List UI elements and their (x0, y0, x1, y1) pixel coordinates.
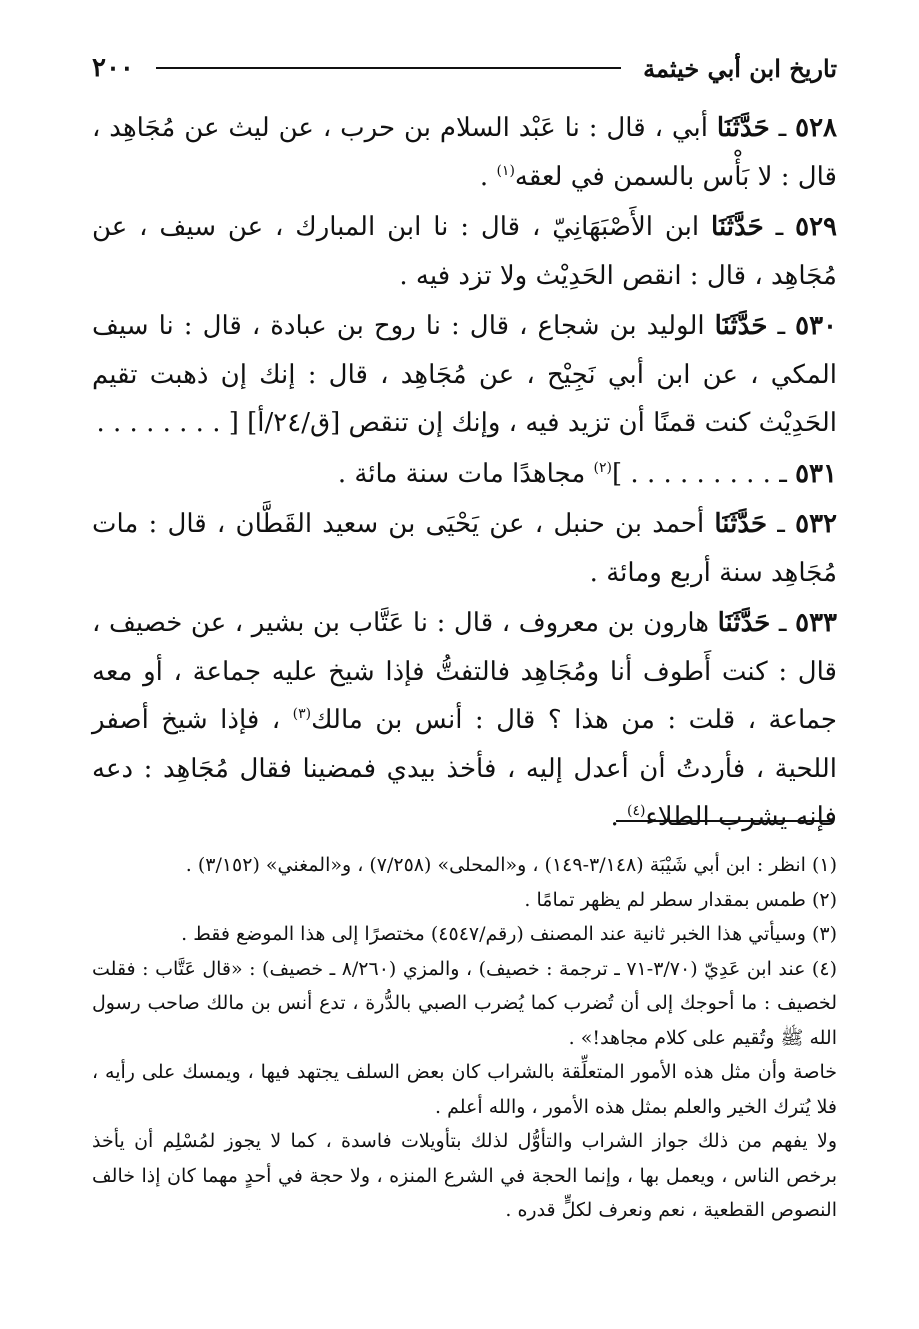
footnote-continuation: خاصة وأن مثل هذه الأمور المتعلِّقة بالشراب كان بعض السلف يجتهد فيها ، ويمسك على رأيه ، فلا يُترك الخير والعلم بمثل هذه الأمور ، والله أعلم . (92, 1061, 837, 1118)
footnote: (١) انظر : ابن أبي شَيْبَة (٣/١٤٨-١٤٩) ، و«المحلى» (٧/٢٥٨) ، و«المغني» (٣/١٥٢) . (185, 854, 837, 876)
entry-text: ابن الأَصْبَهَانِيّ ، قال : نا ابن المبارك ، عن سيف ، عن مُجَاهِد ، قال : انقص الحَدِيْث ولا تزد فيه . (92, 212, 837, 291)
entry-tail: . (479, 161, 497, 192)
footnote-continuation: ولا يفهم من ذلك جواز الشراب والتأوُّل لذلك بتأويلات فاسدة ، كما لا يجوز لمُسْلِم أن يأخذ برخص الناس ، ويعمل بها ، وإنما الحجة في الشرع المنزه ، ولا حجة في أحدٍ مهما كان إذا خالف النصوص القطعية ، نعم ونعرف لكلٍّ قدره . (92, 1130, 837, 1221)
footnote: (٣) وسيأتي هذا الخبر ثانية عند المصنف (رقم/٤٥٤٧) مختصرًا إلى هذا الموضع فقط . (181, 923, 837, 945)
narration-keyword: حَدَّثَنَا (714, 311, 768, 341)
entry-number: ٥٢٨ (795, 113, 838, 143)
entry-number: ٥٣٢ (795, 509, 838, 539)
footnote: (٤) عند ابن عَدِيّ (٣/٧٠-٧١ ـ ترجمة : خصيف) ، والمزي (٨/٢٦٠ ـ خصيف) : «قال عَتَّاب : فقلت لخصيف : ما أحوجك إلى أن تُضرب كما يُضرب الصبي بالدُّرة ، تدع أنس بن مالك صاحب رسول الله ﷺ وتُقيم على كلام مجاهد!» . (92, 957, 837, 1049)
footnote-ref: (١) (496, 162, 515, 179)
hadith-entry: ٥٢٨ ـ حَدَّثَنَا أبي ، قال : نا عَبْد السلام بن حرب ، عن ليث عن مُجَاهِد ، قال : لا بَأْس بالسمن في لعقه$^{(١)}$ . (92, 113, 838, 192)
hadith-entry: ٥٣٣ ـ حَدَّثَنَا هارون بن معروف ، قال : نا عَتَّاب بن بشير ، عن خصيف ، قال : كنت أَطوف أنا ومُجَاهِد فالتفتُّ فإذا شيخ عليه جماعة ، أو معه جماعة ، قلت : من هذا ؟ قال : أنس بن مالك$^{(٣)}$ ، فإذا شيخ أصفر اللحية ، فأردتُ أن أعدل إليه ، فأخذ بيدي فمضينا فقال مُجَاهِد : دعه فإنه يشرب الطلاء$^{(٤)}$ . (92, 608, 838, 832)
footnote-ref: (٣) (292, 706, 312, 722)
entry-number: ٥٣٣ (795, 608, 838, 638)
hadith-entry: ٥٢٩ ـ حَدَّثَنَا ابن الأَصْبَهَانِيّ ، قال : نا ابن المبارك ، عن سيف ، عن مُجَاهِد ، قال : انقص الحَدِيْث ولا تزد فيه . (92, 212, 838, 291)
entry-tail: ، فإذا شيخ أصفر اللحية ، فأردتُ أن أعدل إليه ، فأخذ بيدي فمضينا فقال مُجَاهِد : دعه فإنه يشرب الطلاء (92, 705, 837, 832)
main-text (92, 104, 837, 844)
entry-number: ٥٣٠ (795, 311, 838, 341)
entry-text: . . . . . . . . . ] (612, 458, 771, 489)
entry-text: أبي ، قال : نا عَبْد السلام بن حرب ، عن ليث عن مُجَاهِد ، قال : لا بَأْس بالسمن في لعقه (92, 113, 837, 192)
header-rule (156, 67, 621, 69)
footnote-ref: (٢) (593, 459, 613, 476)
entry-tail: مجاهدًا مات سنة مائة . (337, 458, 594, 489)
footnotes (92, 848, 837, 1228)
entry-text: هارون بن معروف ، قال : نا عَتَّاب بن بشير ، عن خصيف ، قال : كنت أَطوف أنا ومُجَاهِد فالتفتُّ فإذا شيخ عليه جماعة ، أو معه جماعة ، قلت : من هذا ؟ قال : أنس بن مالك (92, 608, 837, 735)
footnote-separator (616, 820, 834, 822)
footnote: (٢) طمس بمقدار سطر لم يظهر تمامًا . (524, 888, 837, 911)
narration-keyword: حَدَّثَنَا (716, 113, 770, 143)
narration-keyword: حَدَّثَنَا (717, 608, 771, 638)
page-number: ٢٠٠ (92, 53, 134, 83)
footnote-ref: (٤) (627, 803, 646, 819)
entry-text: أحمد بن حنبل ، عن يَحْيَى بن سعيد القَطَّان ، قال : مات مُجَاهِد سنة أربع ومائة . (92, 509, 837, 588)
entry-number: ٥٣١ (795, 458, 837, 489)
hadith-entry: ٥٣٠ ـ حَدَّثَنَا الوليد بن شجاع ، قال : نا روح بن عبادة ، قال : نا سيف المكي ، عن ابن أبي نَجِيْح ، عن مُجَاهِد ، قال : إنك إن ذهبت تقيم الحَدِيْث كنت قمنًا أن تزيد فيه ، وإنك إن تنقص [ق/٢٤/أ] [ . . . . . . . . (92, 311, 838, 438)
hadith-entry: ٥٣٢ ـ حَدَّثَنَا أحمد بن حنبل ، عن يَحْيَى بن سعيد القَطَّان ، قال : مات مُجَاهِد سنة أربع ومائة . (92, 509, 838, 588)
hadith-entry: ٥٣١ ـ . . . . . . . . . ]$^{(٢)}$ مجاهدًا مات سنة مائة . (337, 458, 837, 489)
narration-keyword: حَدَّثَنَا (711, 212, 764, 242)
narration-keyword: حَدَّثَنَا (714, 509, 768, 539)
entry-text: الوليد بن شجاع ، قال : نا روح بن عبادة ، قال : نا سيف المكي ، عن ابن أبي نَجِيْح ، عن مُجَاهِد ، قال : إنك إن ذهبت تقيم الحَدِيْث كنت قمنًا أن تزيد فيه ، وإنك إن تنقص [ق/٢٤/أ] [ . . . . . . . . (92, 311, 837, 438)
entry-number: ٥٢٩ (795, 212, 838, 242)
running-title: تاريخ ابن أبي خيثمة (643, 53, 837, 83)
page-header (92, 48, 837, 88)
entry-tail: . (610, 802, 627, 832)
